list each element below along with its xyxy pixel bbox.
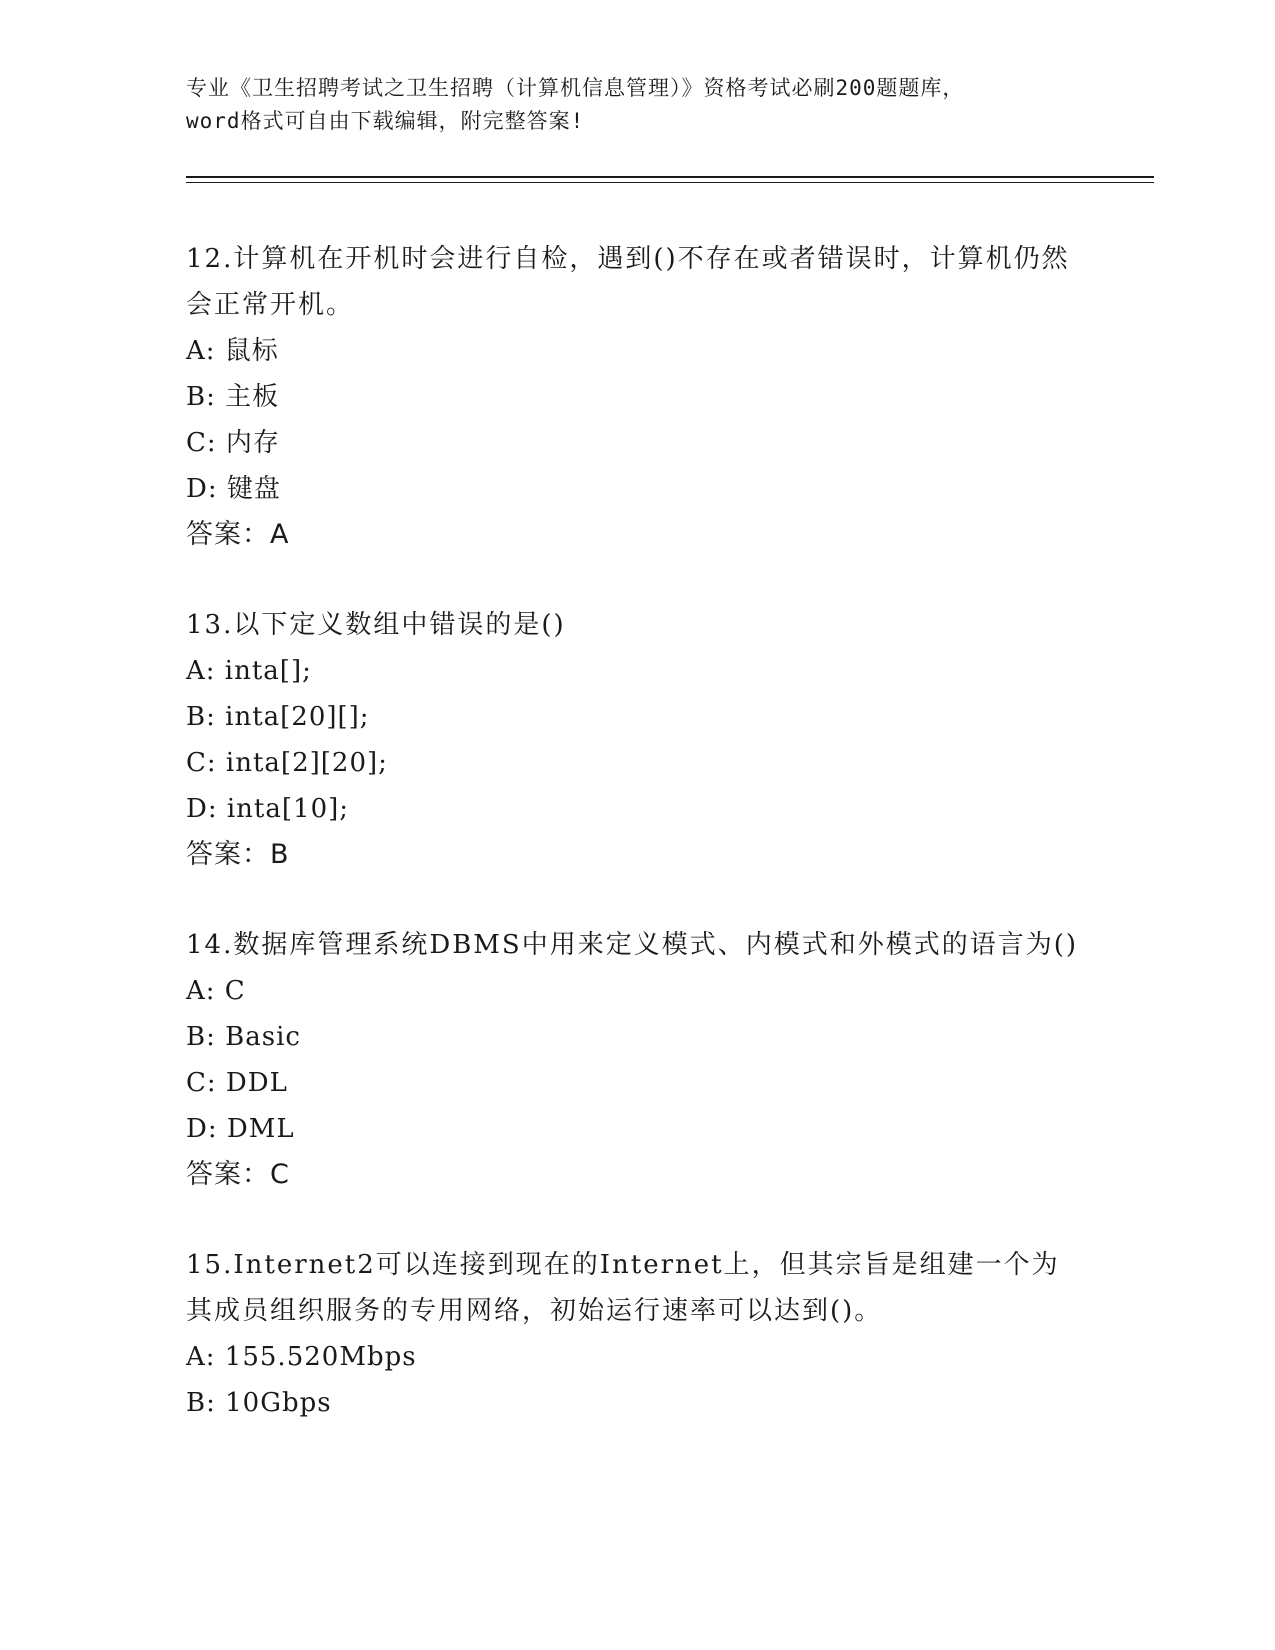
option-b: B: 主板 <box>186 382 280 412</box>
header-divider-thin <box>186 182 1154 183</box>
question-text: 12.计算机在开机时会进行自检，遇到()不存在或者错误时，计算机仍然会正常开机。 <box>186 244 1070 320</box>
question-text: 15.Internet2可以连接到现在的Internet上，但其宗旨是组建一个为其成员组织服务的专用网络，初始运行速率可以达到()。 <box>186 1250 1060 1326</box>
option-d: D: 键盘 <box>186 474 281 504</box>
option-b: B: Basic <box>186 1022 301 1052</box>
question-list <box>186 236 1086 1470</box>
option-d: D: DML <box>186 1114 295 1144</box>
question-13 <box>186 602 1086 878</box>
option-a: A: C <box>186 976 246 1006</box>
question-text: 13.以下定义数组中错误的是() <box>186 610 566 640</box>
option-b: B: inta[20][]; <box>186 702 370 732</box>
answer-line: 答案：B <box>186 839 290 870</box>
option-a: A: 155.520Mbps <box>186 1342 417 1372</box>
answer-line: 答案：A <box>186 519 290 550</box>
option-a: A: inta[]; <box>186 656 312 686</box>
option-a: A: 鼠标 <box>186 336 279 366</box>
header-line-2: word格式可自由下载编辑，附完整答案! <box>186 109 585 133</box>
option-c: C: inta[2][20]; <box>186 748 388 778</box>
question-text: 14.数据库管理系统DBMS中用来定义模式、内模式和外模式的语言为() <box>186 930 1079 960</box>
option-c: C: 内存 <box>186 428 280 458</box>
question-15 <box>186 1242 1086 1426</box>
question-12 <box>186 236 1086 558</box>
header-line-1: 专业《卫生招聘考试之卫生招聘（计算机信息管理）》资格考试必刷200题题库， <box>186 76 965 100</box>
option-c: C: DDL <box>186 1068 288 1098</box>
answer-line: 答案：C <box>186 1159 290 1190</box>
question-14 <box>186 922 1086 1198</box>
document-header <box>186 72 1086 138</box>
option-d: D: inta[10]; <box>186 794 350 824</box>
header-divider-thick <box>186 176 1154 178</box>
option-b: B: 10Gbps <box>186 1388 332 1418</box>
